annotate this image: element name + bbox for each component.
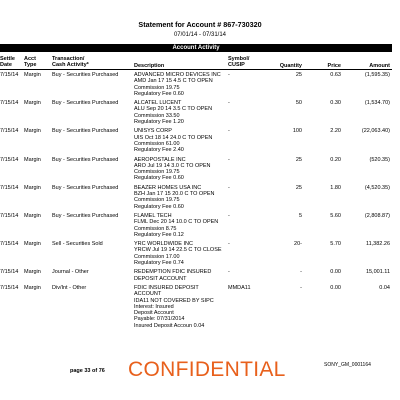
description-line: Deposit Account — [134, 310, 174, 317]
symbol-cell: - — [228, 128, 230, 135]
symbol-cell: - — [228, 212, 230, 219]
symbol-cell: - — [228, 72, 230, 78]
description-line: Payable: 07/31/2014 — [134, 316, 185, 323]
table-row — [0, 72, 392, 97]
description-line: Regulatory Fee 2.40 — [134, 147, 184, 154]
quantity-cell: 25 — [295, 156, 302, 163]
acct-type-cell: Margin — [24, 72, 41, 78]
statement-period: 07/01/14 - 07/31/14 — [173, 32, 227, 38]
description-line: IDA11 NOT COVERED BY SIPC — [134, 297, 214, 304]
transaction-cell: Buy - Securities Purchased — [52, 212, 119, 219]
page-number: page 33 of 76 — [70, 368, 105, 374]
description-line: Regulatory Fee 0.60 — [134, 90, 184, 97]
confidential-stamp: CONFIDENTIAL — [128, 358, 286, 381]
symbol-cell: - — [228, 269, 230, 276]
description-line: YRCW Jul 19 14 22.5 C TO CLOSE — [134, 247, 222, 254]
description-line: Commission 19.75 — [134, 169, 180, 176]
description-line: Commission 8.75 — [134, 225, 177, 232]
settle-date-cell: 7/15/14 — [0, 184, 19, 191]
transaction-cell: Sell - Securities Sold — [52, 241, 103, 248]
description-line: REDEMPTION FDIC INSURED — [134, 269, 212, 276]
transaction-cell: Journal - Other — [52, 269, 89, 276]
description-line: BEAZER HOMES USA INC — [134, 184, 202, 191]
col-settle-date: Settle Date — [0, 56, 15, 69]
amount-cell: (1,534.70) — [364, 100, 390, 107]
amount-cell: 15,001.11 — [365, 269, 390, 276]
description-cell — [134, 213, 226, 238]
transaction-cell: Buy - Securities Purchased — [52, 156, 119, 163]
quantity-cell: 25 — [295, 72, 302, 78]
description-line: Regulatory Fee 0.60 — [134, 175, 184, 182]
amount-cell: (520.35) — [369, 156, 390, 163]
description-line: Interest: Insured — [134, 303, 174, 310]
col-description: Description — [134, 62, 165, 69]
price-cell: 2.20 — [330, 128, 341, 135]
acct-type-cell: Margin — [24, 184, 41, 191]
description-line: AMD Jan 17 15 4.5 C TO OPEN — [134, 78, 213, 85]
table-row — [0, 185, 392, 210]
description-line: BZH Jan 17 15 20.0 C TO OPEN — [134, 191, 215, 198]
description-line: Regulatory Fee 1.20 — [134, 119, 184, 126]
description-line: YRC WORLDWIDE INC — [134, 241, 193, 248]
table-row — [0, 241, 392, 266]
transaction-cell: Buy - Securities Purchased — [52, 100, 119, 107]
acct-type-cell: Margin — [24, 269, 41, 276]
quantity-cell: - — [300, 284, 302, 291]
settle-date-cell: 7/15/14 — [0, 241, 19, 248]
transaction-cell: Buy - Securities Purchased — [52, 184, 119, 191]
settle-date-cell: 7/15/14 — [0, 100, 19, 107]
description-line: Commission 19.75 — [134, 197, 180, 204]
description-cell — [134, 128, 226, 153]
price-cell: 5.60 — [330, 212, 341, 219]
column-header-row — [0, 54, 392, 70]
col-transaction: Transaction/ Cash Activity* — [52, 56, 89, 69]
description-cell — [134, 72, 226, 97]
description-line: Commission 33.50 — [134, 112, 180, 119]
price-cell: 5.70 — [330, 241, 341, 248]
acct-type-cell: Margin — [24, 100, 41, 107]
price-cell: 0.30 — [330, 100, 341, 107]
description-line: Regulatory Fee 0.12 — [134, 231, 184, 238]
amount-cell: 0.04 — [379, 284, 390, 291]
description-line: DEPOSIT ACCOUNT — [134, 275, 187, 282]
settle-date-cell: 7/15/14 — [0, 284, 19, 291]
table-row — [0, 128, 392, 153]
amount-cell: (1,595.35) — [364, 72, 390, 78]
description-line: UIS Oct 18 14 24.0 C TO OPEN — [134, 134, 213, 141]
amount-cell: (22,063.40) — [361, 128, 390, 135]
description-line: ALCATEL LUCENT — [134, 100, 182, 107]
price-cell: 1.80 — [330, 184, 341, 191]
col-acct-type: Acct Type — [24, 56, 37, 69]
acct-type-cell: Margin — [24, 284, 41, 291]
symbol-cell: MMDA11 — [228, 284, 251, 291]
description-line: Regulatory Fee 0.74 — [134, 260, 184, 267]
description-cell — [134, 269, 226, 282]
table-row — [0, 285, 392, 329]
description-line: AEROPOSTALE INC — [134, 156, 186, 163]
description-line: Insured Deposit Accoun 0.04 — [134, 322, 205, 329]
description-line: ACCOUNT — [134, 291, 162, 298]
acct-type-cell: Margin — [24, 212, 41, 219]
description-cell — [134, 100, 226, 125]
statement-title: Statement for Account # 867-730320 — [138, 20, 262, 29]
description-line: FDIC INSURED DEPOSIT — [134, 284, 199, 291]
table-row — [0, 269, 392, 282]
table-row — [0, 213, 392, 238]
description-cell — [134, 241, 226, 266]
settle-date-cell: 7/15/14 — [0, 269, 19, 276]
table-row — [0, 100, 392, 125]
quantity-cell: 50 — [295, 100, 302, 107]
description-line: FLAMEL TECH — [134, 212, 172, 219]
description-cell — [134, 157, 226, 182]
col-price: Price — [327, 62, 341, 69]
activity-table — [0, 72, 392, 332]
acct-type-cell: Margin — [24, 156, 41, 163]
table-row — [0, 157, 392, 182]
settle-date-cell: 7/15/14 — [0, 156, 19, 163]
description-line: UNISYS CORP — [134, 128, 172, 135]
col-amount: Amount — [369, 62, 390, 69]
amount-cell: 11,382.26 — [365, 241, 390, 248]
settle-date-cell: 7/15/14 — [0, 128, 19, 135]
description-line: Commission 19.75 — [134, 84, 180, 91]
section-title-bar: Account Activity — [0, 44, 392, 52]
description-line: ARO Jul 19 14 3.0 C TO OPEN — [134, 162, 211, 169]
symbol-cell: - — [228, 100, 230, 107]
symbol-cell: - — [228, 156, 230, 163]
description-line: Commission 61.00 — [134, 140, 180, 147]
settle-date-cell: 7/15/14 — [0, 212, 19, 219]
symbol-cell: - — [228, 184, 230, 191]
acct-type-cell: Margin — [24, 128, 41, 135]
col-symbol: Symbol/ CUSIP — [228, 56, 250, 69]
description-cell — [134, 285, 226, 329]
price-cell: 0.20 — [330, 156, 341, 163]
settle-date-cell: 7/15/14 — [0, 72, 19, 78]
description-line: FLML Dec 20 14 10.0 C TO OPEN — [134, 219, 219, 226]
quantity-cell: 25 — [295, 184, 302, 191]
price-cell: 0.63 — [330, 72, 341, 78]
symbol-cell: - — [228, 241, 230, 248]
quantity-cell: 20- — [294, 241, 302, 248]
amount-cell: (4,520.35) — [364, 184, 390, 191]
price-cell: 0.00 — [330, 269, 341, 276]
bates-number: SONY_GM_0001164 — [324, 362, 371, 368]
description-line: Regulatory Fee 0.60 — [134, 203, 184, 210]
description-line: ALU Sep 20 14 3.5 C TO OPEN — [134, 106, 213, 113]
col-quantity: Quantity — [279, 62, 302, 69]
quantity-cell: - — [300, 269, 302, 276]
quantity-cell: 5 — [298, 212, 302, 219]
description-line: Commission 17.00 — [134, 253, 180, 260]
description-cell — [134, 185, 226, 210]
amount-cell: (2,808.87) — [364, 212, 390, 219]
transaction-cell: Div/Int - Other — [52, 284, 87, 291]
acct-type-cell: Margin — [24, 241, 41, 248]
transaction-cell: Buy - Securities Purchased — [52, 128, 119, 135]
transaction-cell: Buy - Securities Purchased — [52, 72, 119, 78]
price-cell: 0.00 — [330, 284, 341, 291]
description-line: ADVANCED MICRO DEVICES INC — [134, 72, 221, 78]
quantity-cell: 100 — [292, 128, 302, 135]
